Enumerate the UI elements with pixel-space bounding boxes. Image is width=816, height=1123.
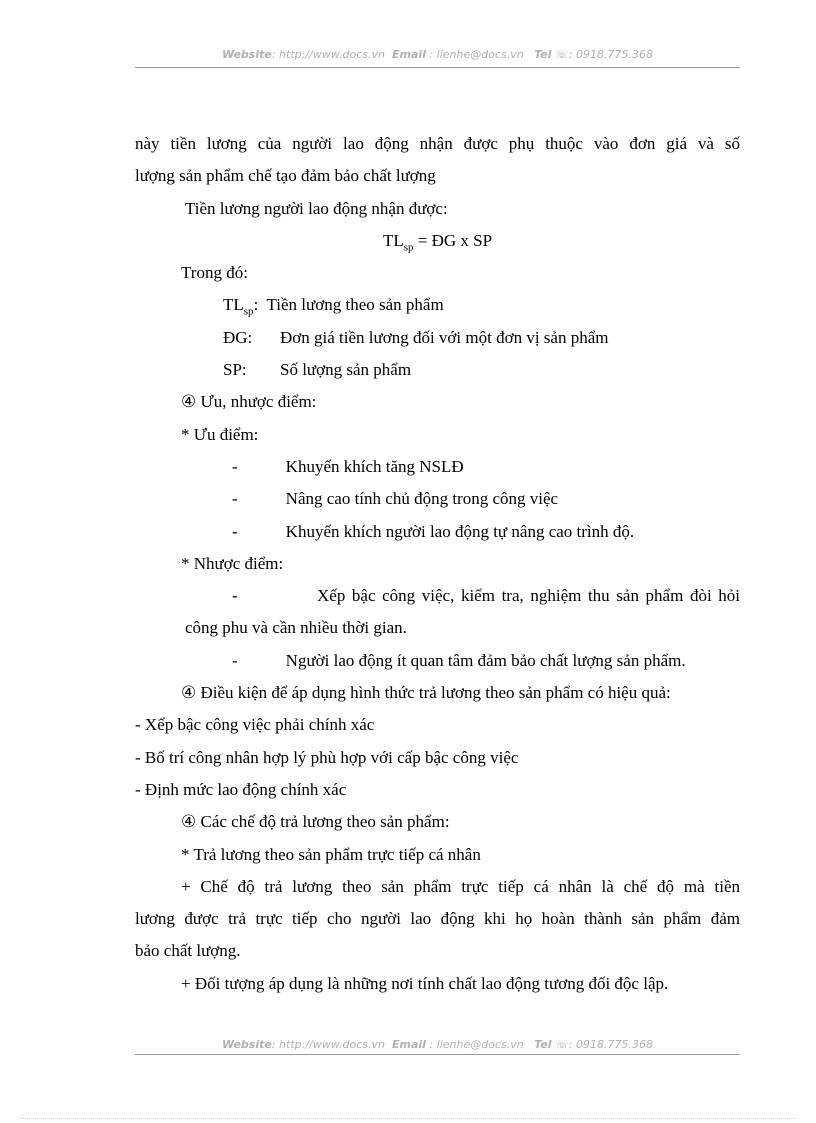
list-item (135, 516, 740, 548)
def-text: Tiền lương theo sản phẩm (266, 295, 444, 315)
list-item-text: Khuyến khích tăng NSLĐ (285, 456, 464, 476)
footer-email-link[interactable]: : lienhe@docs.vn (429, 1038, 524, 1051)
section-heading (135, 677, 740, 709)
footer-website-link[interactable]: : http://www.docs.vn (271, 1038, 385, 1051)
text-line: * Nhược điểm: (181, 553, 284, 573)
text-line: * Ưu điểm: (181, 424, 259, 444)
footer-website-label: Website (222, 1038, 272, 1051)
dash: - (232, 456, 238, 476)
text-line: Tiền lương người lao động nhận được: (185, 198, 448, 218)
section-heading-text: Điều kiện để áp dụng hình thức trả lương theo sản phẩm có hiệu quả: (200, 683, 671, 703)
document-body (135, 128, 740, 1000)
text-line: bảo chất lượng. (135, 941, 241, 961)
page-footer (135, 1038, 740, 1051)
text-line: công phu và cần nhiều thời gian. (185, 618, 407, 638)
page-header (135, 48, 740, 61)
def-subscript: sp (243, 305, 254, 318)
definition-item (135, 289, 740, 321)
def-colon: : (253, 295, 259, 315)
circled-four-icon: ④ (181, 683, 197, 703)
def-label: ĐG: (223, 327, 253, 347)
footer-tel-label: Tel (534, 1038, 552, 1051)
footer-email-label: Email (391, 1038, 426, 1051)
formula (135, 225, 740, 257)
header-email-link[interactable]: : lienhe@docs.vn (429, 48, 524, 61)
circled-four-icon: ④ (181, 392, 197, 412)
def-label: SP: (223, 360, 247, 380)
page-bottom-dotted-line (20, 1118, 796, 1119)
footer-tel-value: : 0918.775.368 (568, 1038, 653, 1051)
section-heading-text: Ưu, nhược điểm: (200, 392, 317, 412)
text-line: này tiền lương của người lao động nhận được phụ thuộc vào đơn giá và số (135, 134, 740, 153)
section-heading (135, 386, 740, 418)
list-item (135, 580, 740, 612)
section-heading (135, 806, 740, 838)
text-line: - Xếp bậc công việc phải chính xác (135, 715, 375, 735)
list-item-text: Khuyến khích người lao động tự nâng cao trình độ. (285, 521, 635, 541)
dash: - (232, 586, 238, 606)
list-item-text: Người lao động ít quan tâm đảm bảo chất lượng sản phẩm. (285, 650, 686, 670)
text-line: - Bố trí công nhân hợp lý phù hợp với cấp bậc công việc (135, 747, 519, 767)
section-heading-text: Các chế độ trả lương theo sản phẩm: (200, 812, 450, 832)
text-line: * Trả lương theo sản phẩm trực tiếp cá nhân (181, 844, 481, 864)
definition-item (135, 354, 740, 386)
footer-divider (135, 1054, 740, 1055)
text-line: - Định mức lao động chính xác (135, 779, 347, 799)
header-tel-label: Tel (534, 48, 552, 61)
formula-subscript: sp (403, 241, 414, 254)
header-email-label: Email (391, 48, 426, 61)
list-item-text: Nâng cao tính chủ động trong công việc (285, 489, 559, 509)
def-text: Đơn giá tiền lương đối với một đơn vị sản phẩm (280, 327, 609, 347)
formula-lhs: TL (382, 230, 404, 250)
text-line: + Chế độ trả lương theo sản phẩm trực tiếp cá nhân là chế độ mà tiền (181, 876, 740, 896)
dash: - (232, 521, 238, 541)
list-item (135, 483, 740, 515)
def-label: TL (223, 295, 244, 315)
text-line: lương được trả trực tiếp cho người lao động khi họ hoàn thành sản phẩm đảm (135, 909, 740, 929)
list-item (135, 645, 740, 677)
header-tel-value: : 0918.775.368 (568, 48, 653, 61)
phone-icon: ☏ (555, 48, 569, 61)
list-item (135, 451, 740, 483)
dash: - (232, 650, 238, 670)
header-divider (135, 67, 740, 68)
phone-icon: ☏ (555, 1038, 569, 1051)
header-website-label: Website (222, 48, 272, 61)
dash: - (232, 489, 238, 509)
formula-rhs: = ĐG x SP (413, 230, 493, 250)
definition-item (135, 322, 740, 354)
text-line: + Đối tượng áp dụng là những nơi tính chất lao động tương đối độc lập. (181, 973, 669, 993)
circled-four-icon: ④ (181, 812, 197, 832)
list-item-text: Xếp bậc công việc, kiểm tra, nghiệm thu sản phẩm đòi hỏi (317, 586, 740, 606)
text-line: Trong đó: (181, 263, 248, 283)
header-website-link[interactable]: : http://www.docs.vn (271, 48, 385, 61)
text-line: lượng sản phẩm chế tạo đảm bảo chất lượng (135, 166, 436, 186)
def-text: Số lượng sản phẩm (280, 360, 412, 380)
